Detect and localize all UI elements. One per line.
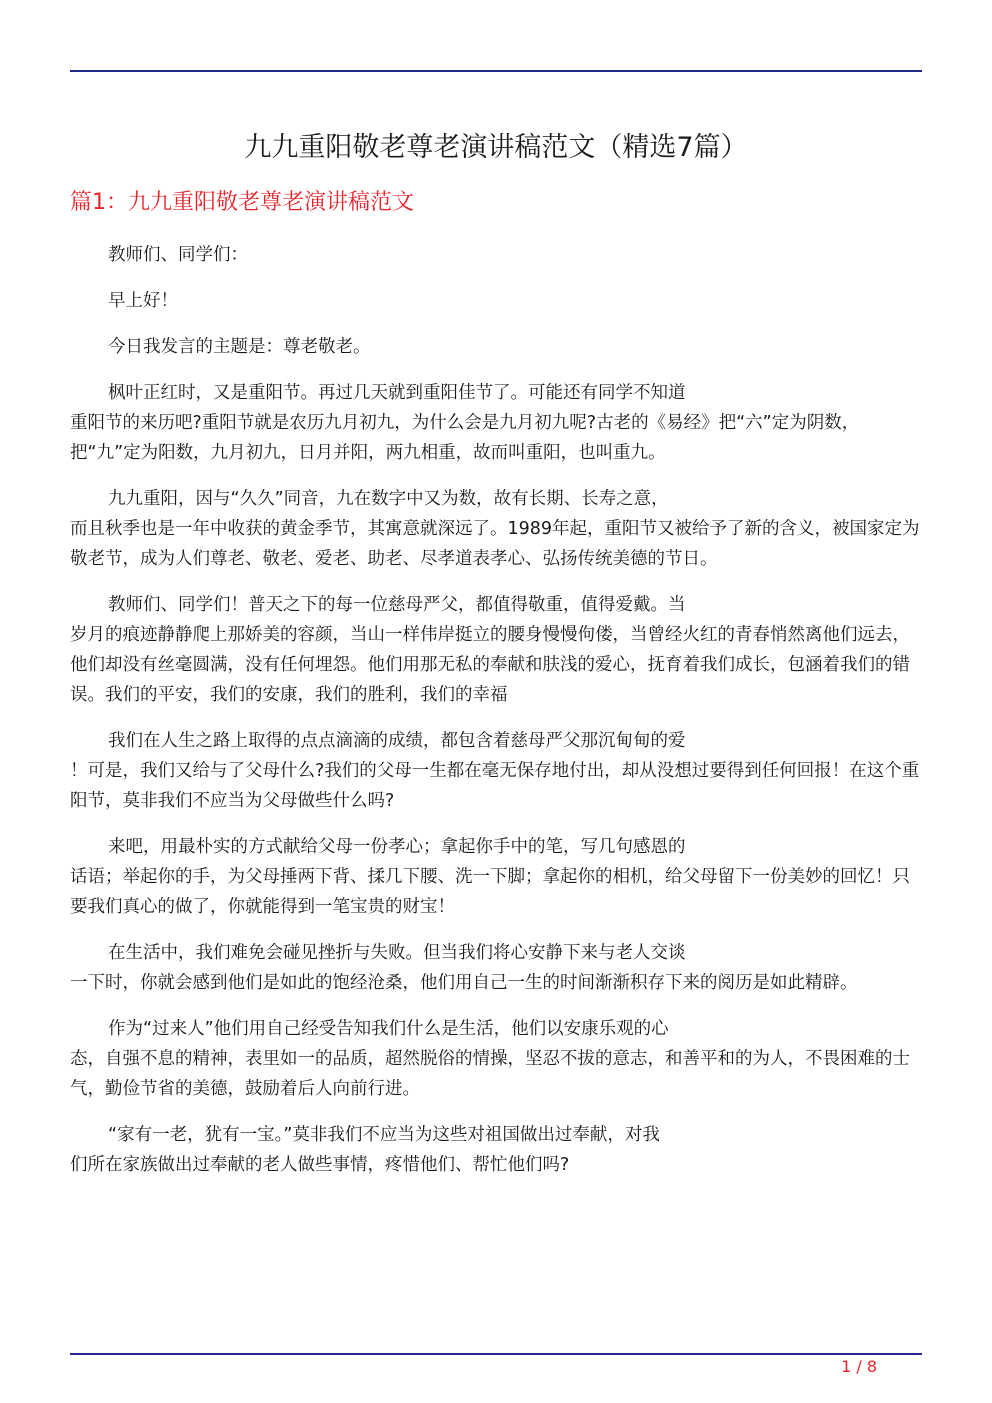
paragraph-continuation: 态，自强不息的精神，表里如一的品质，超然脱俗的情操，坚忍不拔的意志，和善平和的为人，不畏困难的士气，勤俭节省的美德，鼓励着后人向前行进。 (70, 1049, 910, 1099)
paragraph (70, 1014, 922, 1104)
paragraph-first-line: 教师们、同学们！普天之下的每一位慈母严父，都值得敬重，值得爱戴。当 (108, 595, 686, 615)
paragraph-first-line: 来吧，用最朴实的方式献给父母一份孝心；拿起你手中的笔，写几句感恩的 (108, 837, 686, 857)
paragraph-continuation: 重阳节的来历吧?重阳节就是农历九月初九，为什么会是九月初九呢?古老的《易经》把“六”定为阴数，把“九”定为阳数，九月初九，日月并阳，两九相重，故而叫重阳，也叫重九。 (70, 413, 860, 463)
paragraph (70, 286, 922, 316)
paragraph-first-line: 早上好！ (108, 291, 178, 311)
header-rule (70, 70, 922, 72)
paragraph-continuation: ！可是，我们又给与了父母什么?我们的父母一生都在毫无保存地付出，却从没想过要得到任何回报！在这个重阳节，莫非我们不应当为父母做些什么吗? (70, 761, 920, 811)
paragraph-first-line: “家有一老，犹有一宝。”莫非我们不应当为这些对祖国做出过奉献，对我 (108, 1125, 660, 1145)
paragraph (70, 832, 922, 922)
paragraph-continuation: 一下时，你就会感到他们是如此的饱经沧桑，他们用自己一生的时间渐渐积存下来的阅历是如此精辟。 (70, 973, 858, 993)
paragraph (70, 332, 922, 362)
paragraph (70, 240, 922, 270)
paragraph-first-line: 今日我发言的主题是：尊老敬老。 (108, 337, 371, 357)
paragraph-first-line: 枫叶正红时，又是重阳节。再过几天就到重阳佳节了。可能还有同学不知道 (108, 383, 686, 403)
paragraph-first-line: 我们在人生之路上取得的点点滴滴的成绩，都包含着慈母严父那沉甸甸的爱 (108, 731, 686, 751)
paragraph (70, 1120, 922, 1180)
paragraph-continuation: 话语；举起你的手，为父母捶两下背、揉几下腰、洗一下脚；拿起你的相机，给父母留下一份美妙的回忆！只要我们真心的做了，你就能得到一笔宝贵的财宝！ (70, 867, 910, 917)
paragraph-first-line: 作为“过来人”他们用自己经受告知我们什么是生活，他们以安康乐观的心 (108, 1019, 669, 1039)
paragraph (70, 726, 922, 816)
paragraph (70, 484, 922, 574)
paragraph (70, 378, 922, 468)
paragraph-first-line: 在生活中，我们难免会碰见挫折与失败。但当我们将心安静下来与老人交谈 (108, 943, 686, 963)
paragraph-first-line: 九九重阳，因与“久久”同音，九在数字中又为数，故有长期、长寿之意， (108, 489, 669, 509)
document-title: 九九重阳敬老尊老演讲稿范文（精选7篇） (244, 132, 748, 163)
paragraph-continuation: 岁月的痕迹静静爬上那娇美的容颜，当山一样伟岸挺立的腰身慢慢佝偻，当曾经火红的青春悄然离他们远去，他们却没有丝毫圆满，没有任何埋怨。他们用那无私的奉献和肤浅的爱心，抚育着我们成长，包涵着我们的错误。我们的平安，我们的安康，我们的胜利，我们的幸福 (70, 625, 910, 705)
paragraph-first-line: 教师们、同学们： (108, 245, 248, 265)
footer-rule (70, 1353, 922, 1355)
paragraph (70, 590, 922, 710)
paragraph-continuation: 而且秋季也是一年中收获的黄金季节，其寓意就深远了。1989年起，重阳节又被给予了新的含义，被国家定为敬老节，成为人们尊老、敬老、爱老、助老、尽孝道表孝心、弘扬传统美德的节日。 (70, 519, 920, 569)
paragraph (70, 938, 922, 998)
paragraph-continuation: 们所在家族做出过奉献的老人做些事情，疼惜他们、帮忙他们吗? (70, 1155, 570, 1175)
page-number: 1 / 8 (841, 1357, 877, 1376)
section-heading: 篇1：九九重阳敬老尊老演讲稿范文 (70, 190, 414, 215)
document-body (70, 240, 922, 1196)
